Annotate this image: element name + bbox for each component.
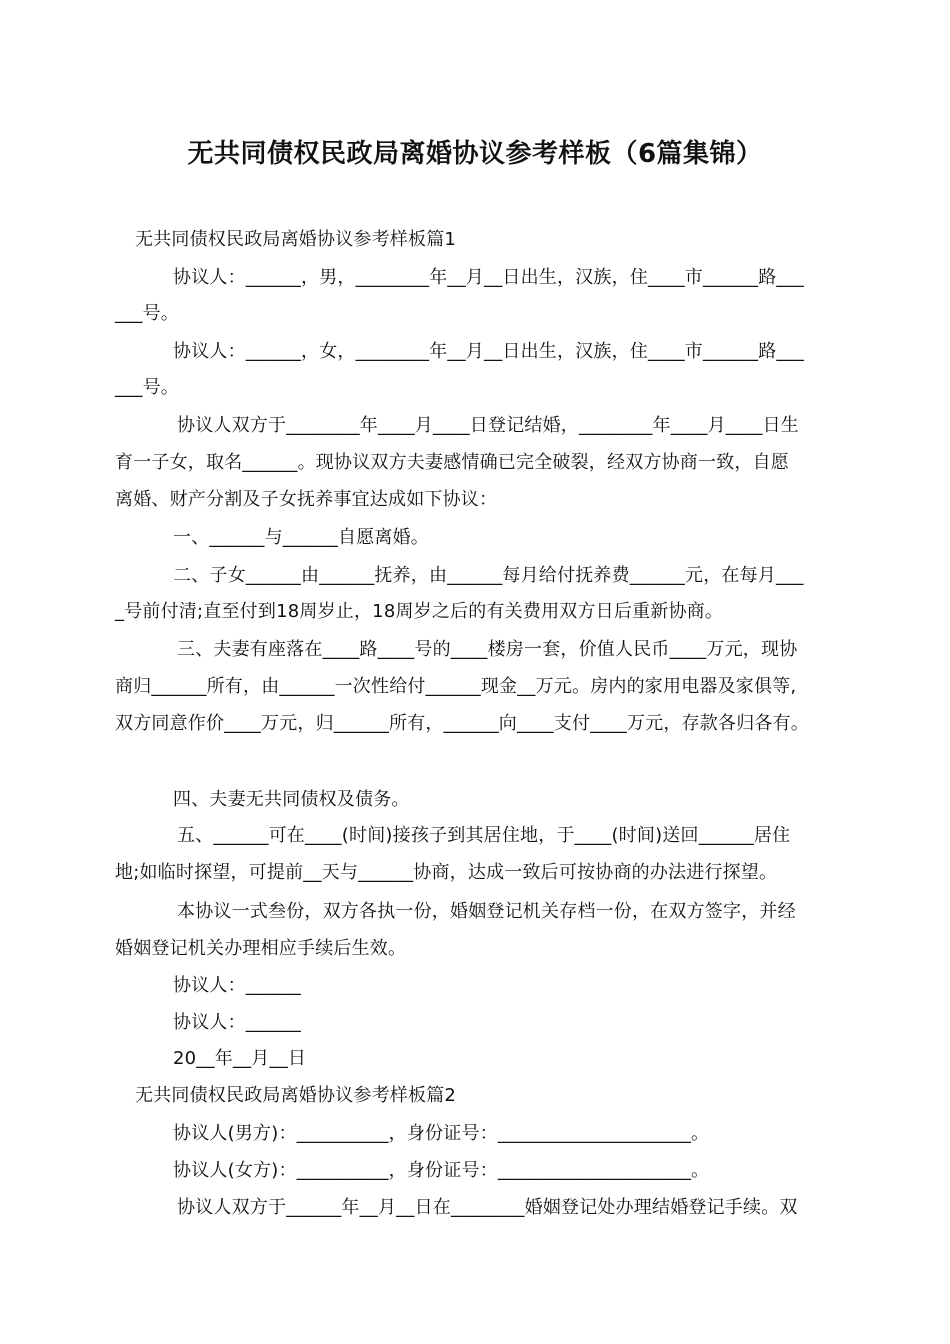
paragraph-line: 四、夫妻无共同债权及债务。 <box>173 789 410 810</box>
signature-line: 协议人：______ <box>173 1012 301 1033</box>
paragraph-line: 协议人：______，男，________年__月__日出生，汉族，住____市______路___ <box>173 267 804 288</box>
paragraph-line: 五、______可在____(时间)接孩子到其居住地，于____(时间)送回______居住 <box>177 825 791 846</box>
paragraph-line: 离婚、财产分割及子女抚养事宜达成如下协议： <box>115 489 498 510</box>
paragraph-line: 协议人：______，女，________年__月__日出生，汉族，住____市______路___ <box>173 341 804 362</box>
paragraph-line: 商归______所有，由______一次性给付______现金__万元。房内的家用电器及家俱等, <box>115 676 797 697</box>
date-line: 20__年__月__日 <box>173 1048 307 1069</box>
paragraph-line: 协议人双方于________年____月____日登记结婚，________年____月____日生 <box>177 415 799 436</box>
section-heading: 无共同债权民政局离婚协议参考样板篇1 <box>135 229 457 250</box>
paragraph-line: 二、子女______由______抚养，由______每月给付抚养费______元，在每月___ <box>173 565 804 586</box>
paragraph-line: 育一子女，取名______。现协议双方夫妻感情确已完全破裂，经双方协商一致，自愿 <box>115 452 789 473</box>
paragraph-line: _号前付清;直至付到18周岁止，18周岁之后的有关费用双方日后重新协商。 <box>115 601 724 622</box>
paragraph-line: 本协议一式叁份，双方各执一份，婚姻登记机关存档一份，在双方签字，并经 <box>177 901 796 922</box>
paragraph-line: 协议人双方于______年__月__日在________婚姻登记处办理结婚登记手续。双 <box>177 1197 798 1218</box>
paragraph-line: ___号。 <box>115 377 179 398</box>
paragraph-line: 三、夫妻有座落在____路____号的____楼房一套，价值人民币____万元，现协 <box>177 639 798 660</box>
paragraph-line: 协议人(女方)：__________，身份证号：_____________________。 <box>173 1160 710 1181</box>
paragraph-line: 一、______与______自愿离婚。 <box>173 527 429 548</box>
section-heading: 无共同债权民政局离婚协议参考样板篇2 <box>135 1085 457 1106</box>
document-title: 无共同债权民政局离婚协议参考样板（6篇集锦） <box>187 139 763 169</box>
paragraph-line: 双方同意作价____万元，归______所有，______向____支付____万元，存款各归各有。 <box>115 713 809 734</box>
paragraph-line: ___号。 <box>115 303 179 324</box>
paragraph-line: 婚姻登记机关办理相应手续后生效。 <box>115 938 407 959</box>
paragraph-line: 协议人(男方)：__________，身份证号：_____________________。 <box>173 1123 710 1144</box>
signature-line: 协议人：______ <box>173 975 301 996</box>
paragraph-line: 地;如临时探望，可提前__天与______协商，达成一致后可按协商的办法进行探望。 <box>115 862 778 883</box>
